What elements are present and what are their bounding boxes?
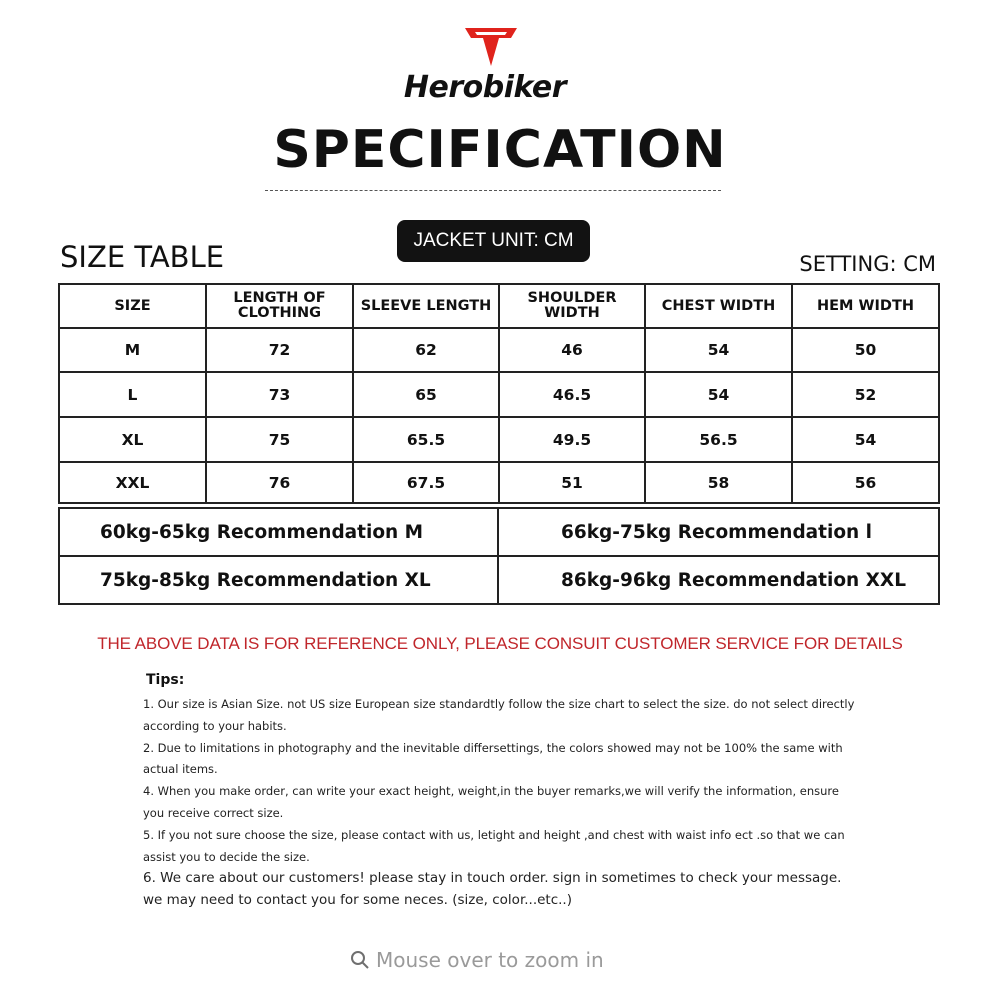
disclaimer-text: THE ABOVE DATA IS FOR REFERENCE ONLY, PLEASE CONSUIT CUSTOMER SERVICE FOR DETAILS (97, 634, 903, 653)
setting-label: SETTING: CM (799, 252, 936, 276)
header-shoulder-width: SHOULDER WIDTH (499, 284, 645, 328)
shield-helmet-icon (461, 24, 521, 70)
tips-heading: Tips: (146, 672, 185, 688)
table-cell: XXL (59, 462, 206, 503)
recommendation-cell: 75kg-85kg Recommendation XL (59, 556, 498, 604)
table-cell: 72 (206, 328, 353, 372)
table-row (59, 372, 939, 417)
zoom-hint[interactable] (350, 948, 604, 972)
size-table (58, 283, 940, 504)
size-table-heading: SIZE TABLE (60, 240, 225, 274)
table-cell: 56 (792, 462, 939, 503)
header-chest-width: CHEST WIDTH (645, 284, 792, 328)
table-cell: 54 (645, 372, 792, 417)
header-size: SIZE (59, 284, 206, 328)
table-cell: 65 (353, 372, 499, 417)
table-cell: 73 (206, 372, 353, 417)
table-cell: 46 (499, 328, 645, 372)
table-cell: 62 (353, 328, 499, 372)
recommendation-row (59, 508, 939, 556)
table-cell: 75 (206, 417, 353, 462)
zoom-hint-label: Mouse over to zoom in (376, 948, 604, 972)
brand-name: Herobiker (403, 70, 567, 105)
header-length-of-clothing: LENGTH OF CLOTHING (206, 284, 353, 328)
recommendation-cell: 60kg-65kg Recommendation M (59, 508, 498, 556)
tip-item: 2. Due to limitations in photography and the inevitable differsettings, the colors showed may not be 100% the same with actual items. (143, 740, 843, 777)
magnifier-icon (350, 950, 370, 970)
title-divider (265, 190, 721, 191)
table-cell: 67.5 (353, 462, 499, 503)
table-row (59, 417, 939, 462)
tip-item: 5. If you not sure choose the size, please contact with us, letight and height ,and chest with waist info ect .so that we can assist you to decide the size. (143, 827, 845, 864)
table-cell: 49.5 (499, 417, 645, 462)
table-cell: 52 (792, 372, 939, 417)
table-cell: 51 (499, 462, 645, 503)
table-cell: 65.5 (353, 417, 499, 462)
table-cell: 58 (645, 462, 792, 503)
table-cell: L (59, 372, 206, 417)
table-row (59, 462, 939, 503)
page-title: SPECIFICATION (273, 120, 727, 180)
table-cell: 54 (792, 417, 939, 462)
tip-item: 4. When you make order, can write your exact height, weight,in the buyer remarks,we will verify the information, ensure you receive correct size. (143, 784, 839, 820)
tips-list (143, 694, 863, 911)
recommendation-table (58, 507, 940, 605)
header-sleeve-length: SLEEVE LENGTH (353, 284, 499, 328)
table-cell: 56.5 (645, 417, 792, 462)
recommendation-row (59, 556, 939, 604)
table-row (59, 328, 939, 372)
table-cell: M (59, 328, 206, 372)
unit-badge: JACKET UNIT: CM (397, 220, 590, 262)
recommendation-cell: 66kg-75kg Recommendation l (498, 508, 939, 556)
table-header-row (59, 284, 939, 328)
table-cell: 76 (206, 462, 353, 503)
table-cell: 46.5 (499, 372, 645, 417)
table-cell: 50 (792, 328, 939, 372)
recommendation-cell: 86kg-96kg Recommendation XXL (498, 556, 939, 604)
tip-item: 6. We care about our customers! please stay in touch order. sign in sometimes to check your message. we may need to contact you for some neces. (size, color...etc..) (143, 870, 842, 908)
table-cell: XL (59, 417, 206, 462)
table-cell: 54 (645, 328, 792, 372)
header-hem-width: HEM WIDTH (792, 284, 939, 328)
tip-item: 1. Our size is Asian Size. not US size European size standardtly follow the size chart to select the size. do not select directly according to your habits. (143, 697, 855, 733)
